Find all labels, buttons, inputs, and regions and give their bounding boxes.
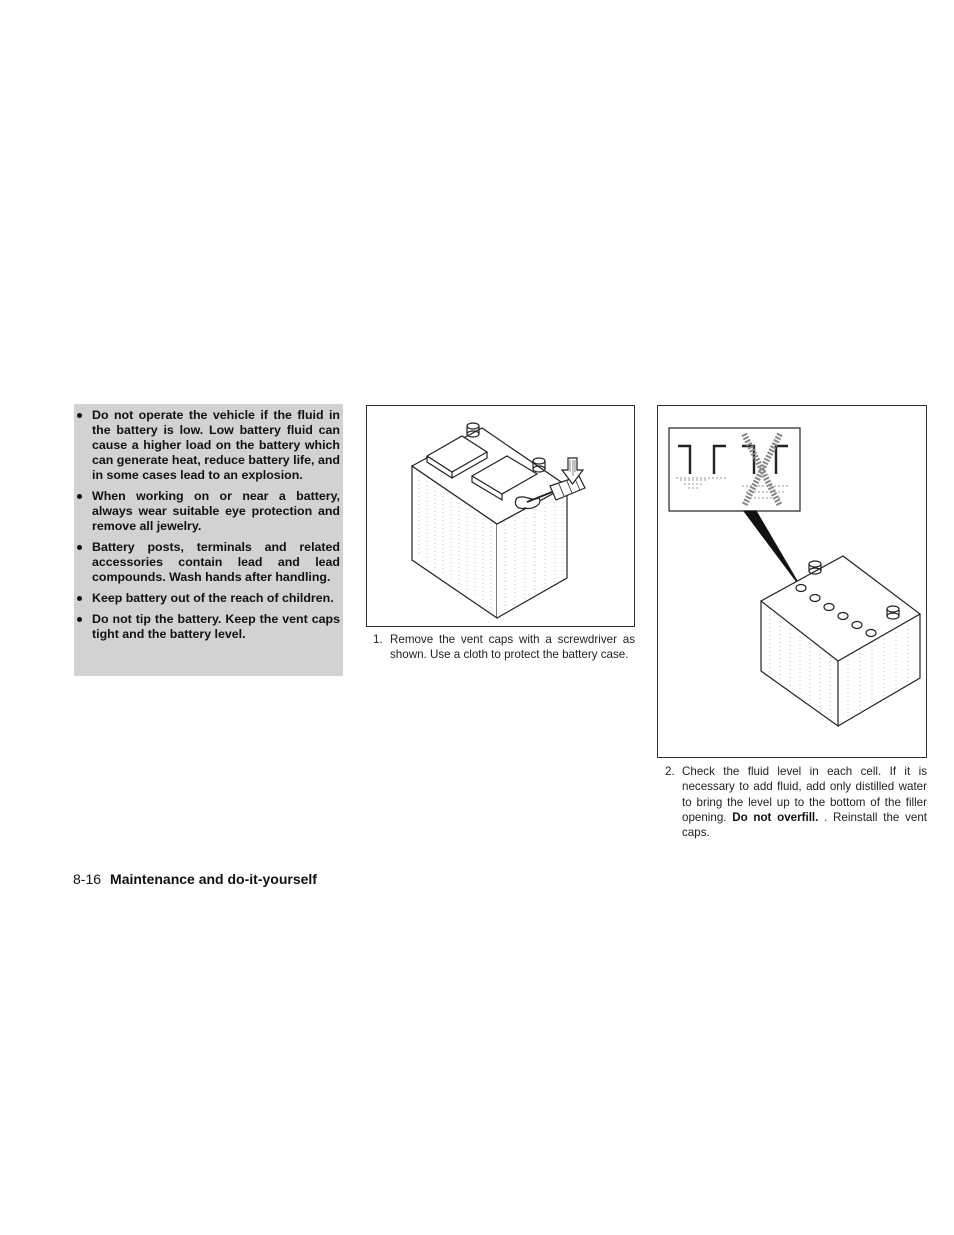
warning-item: [74, 408, 340, 483]
step-text: [682, 764, 927, 840]
step-1: [373, 632, 635, 663]
figure-remove-vent-caps: [366, 405, 635, 627]
bullet-icon: [77, 545, 82, 550]
step-number: 1.: [373, 633, 383, 646]
warning-text: Battery posts, terminals and related accessories contain lead and lead compounds. Wash hands after handling.: [92, 540, 340, 584]
step-text-main: Check the fluid level in each cell. If it is necessary to add fluid, add only distilled water to bring the level up to the bottom of the filler opening.: [682, 765, 927, 824]
bullet-icon: [77, 617, 82, 622]
warning-text: Do not tip the battery. Keep the vent caps tight and the battery level.: [92, 612, 340, 641]
warning-text: Keep battery out of the reach of children.: [92, 591, 334, 605]
battery-fluid-level-illustration: [658, 406, 926, 757]
warning-item: [74, 489, 340, 534]
battery-screwdriver-illustration: [367, 406, 634, 626]
bullet-icon: [77, 413, 82, 418]
page-footer: [73, 871, 317, 887]
page-number: 8-16: [73, 871, 102, 887]
section-title: Maintenance and do-it-yourself: [110, 871, 317, 887]
warning-item: [74, 591, 340, 606]
step-2: [665, 764, 927, 840]
bullet-icon: [77, 596, 82, 601]
step-text: Remove the vent caps with a screwdriver as shown. Use a cloth to protect the battery case.: [390, 633, 635, 662]
bullet-icon: [77, 494, 82, 499]
warning-item: [74, 612, 340, 642]
warning-box: [74, 404, 343, 676]
step-text-tail: . Reinstall the vent caps.: [682, 810, 927, 840]
warning-list: [74, 408, 340, 642]
warning-text: Do not operate the vehicle if the fluid in the battery is low. Low battery fluid can cause a higher load on the battery which can generate heat, reduce battery life, and in some cases lead to an explosion.: [92, 408, 340, 482]
step-number: 2.: [665, 765, 675, 778]
warning-text: When working on or near a battery, always wear suitable eye protection and remove all jewelry.: [92, 489, 340, 533]
overfill-warning: Do not overfill.: [732, 810, 819, 824]
figure-check-fluid-level: [657, 405, 927, 758]
warning-item: [74, 540, 340, 585]
